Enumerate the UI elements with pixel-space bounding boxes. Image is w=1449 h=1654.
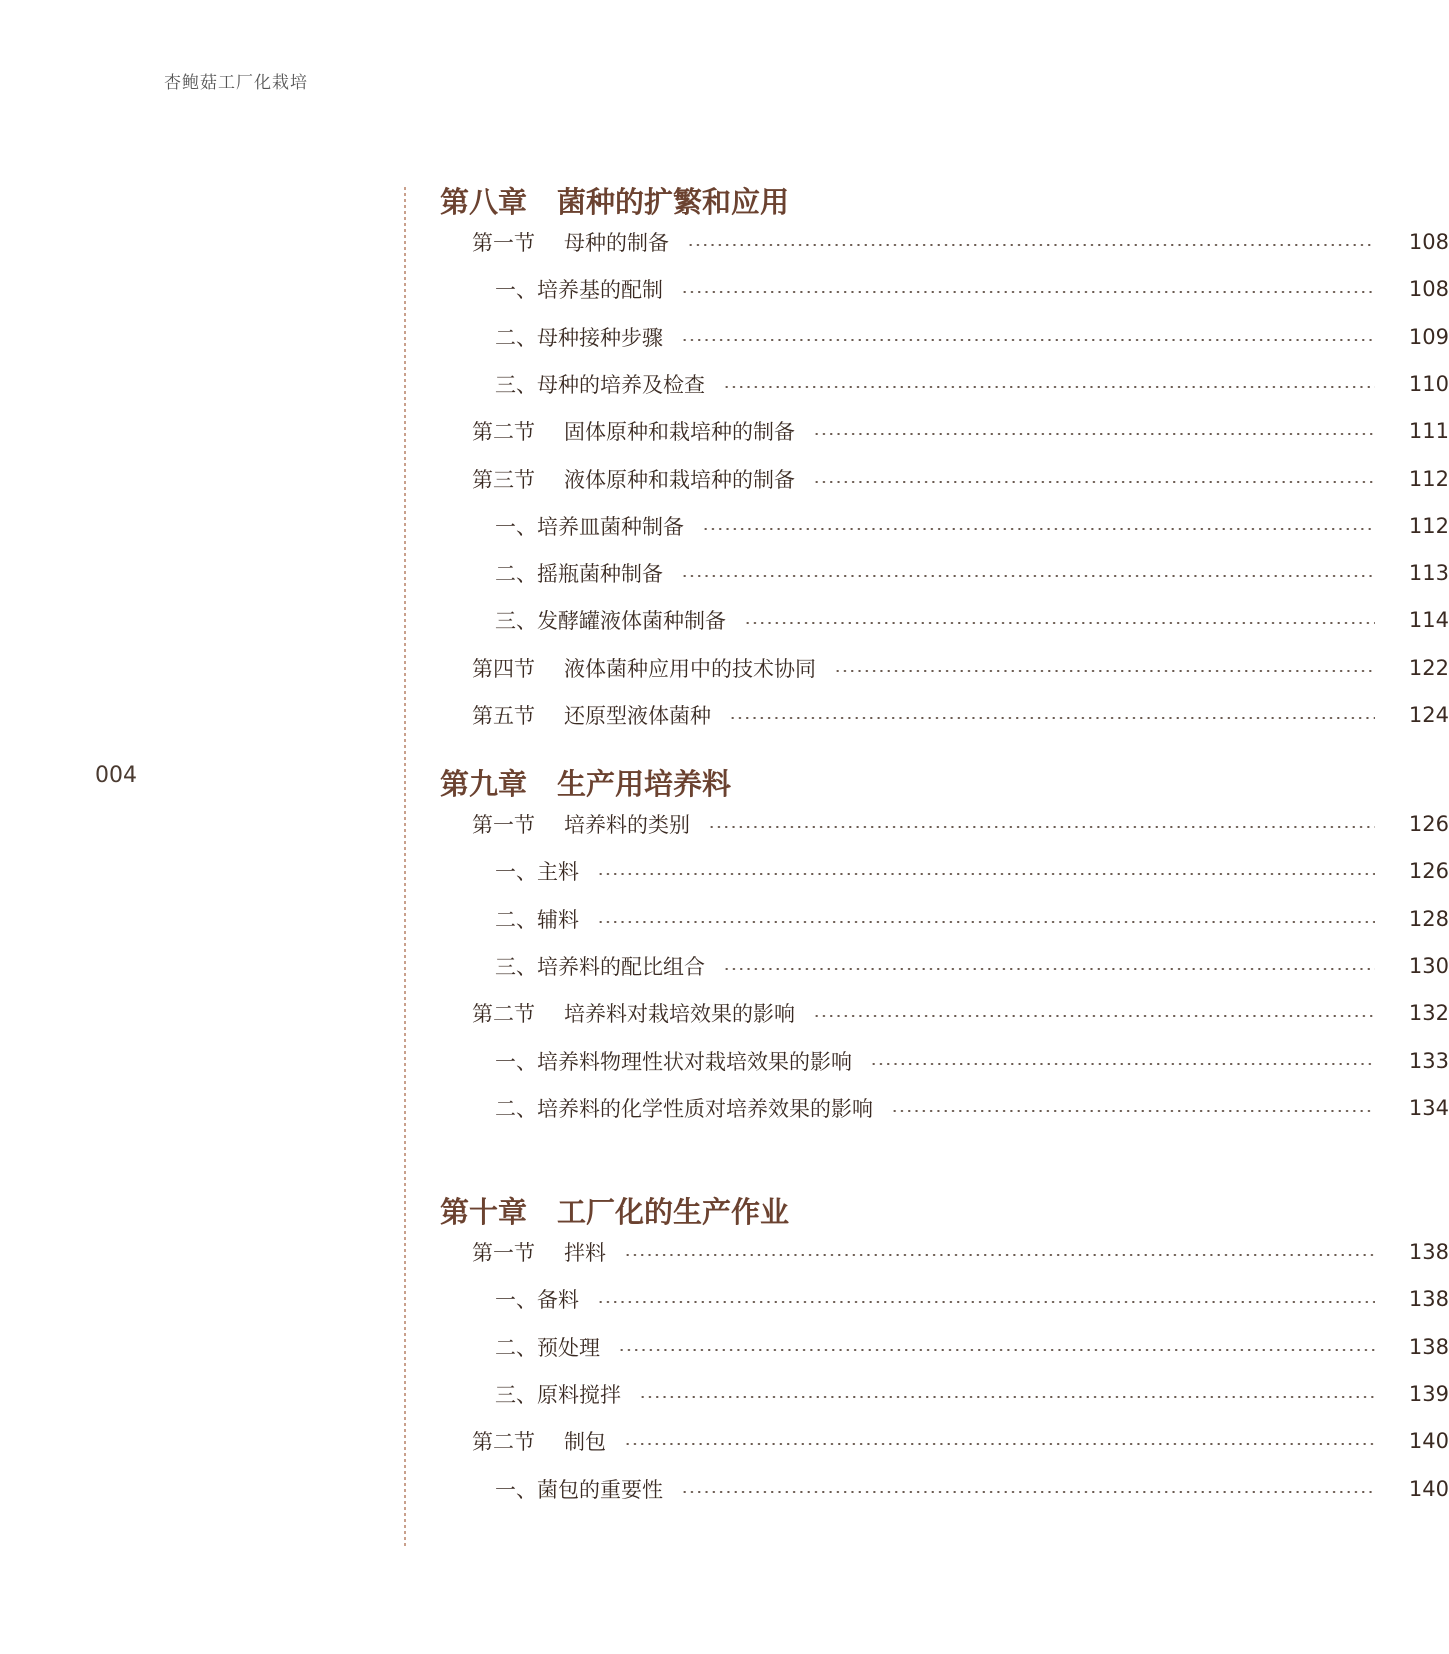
entry-name: 二、母种接种步骤 [495,325,663,350]
toc-subsection-entry[interactable] [495,1377,1449,1411]
entry-title [472,227,669,257]
toc-subsection-entry[interactable] [495,320,1449,354]
page-ref: 140 [1408,1476,1449,1501]
page-ref: 134 [1408,1095,1449,1120]
dot-leader [723,386,1375,388]
page-ref: 130 [1408,953,1449,978]
entry-title [472,998,795,1028]
page-ref: 140 [1408,1429,1449,1454]
page-ref: 114 [1408,608,1449,633]
dot-leader [813,433,1375,435]
entry-title [495,1332,600,1362]
dot-leader [597,1301,1375,1303]
entry-title [472,416,795,446]
chapter-name: 菌种的扩繁和应用 [557,185,790,219]
section-label: 第五节 [472,704,535,728]
dot-leader [729,717,1375,719]
toc-subsection-entry[interactable] [495,1282,1449,1316]
toc-subsection-entry[interactable] [495,1472,1449,1506]
toc-section-entry[interactable] [472,996,1449,1030]
toc-subsection-entry[interactable] [495,1091,1449,1125]
dot-leader [681,1491,1375,1493]
toc-subsection-entry[interactable] [495,902,1449,936]
entry-title [495,511,684,541]
page-ref: 111 [1408,419,1449,444]
running-header: 杏鲍菇工厂化栽培 [164,73,308,93]
toc-subsection-entry[interactable] [495,367,1449,401]
entry-title [495,322,663,352]
entry-name: 二、预处理 [495,1335,600,1360]
entry-name: 母种的制备 [564,231,669,255]
page-ref: 132 [1408,1001,1449,1026]
entry-name: 三、母种的培养及检查 [495,372,705,397]
chapter-name: 生产用培养料 [557,767,732,801]
page-ref: 126 [1408,812,1449,836]
entry-title [495,274,663,304]
entry-title [495,951,705,981]
entry-title [472,464,795,494]
entry-title [495,904,579,934]
page-ref: 126 [1408,859,1449,884]
toc-subsection-entry[interactable] [495,1044,1449,1078]
entry-title [495,1284,579,1314]
page-ref: 124 [1408,703,1449,727]
entry-title [495,856,579,886]
chapter-name: 工厂化的生产作业 [557,1195,790,1229]
entry-name: 一、主料 [495,860,579,885]
entry-name: 拌料 [564,1241,606,1265]
dot-leader [639,1396,1375,1398]
dot-leader [687,244,1375,246]
page-ref: 110 [1408,371,1449,396]
section-label: 第一节 [472,231,535,255]
entry-name: 一、培养皿菌种制备 [495,514,684,539]
page-ref: 112 [1408,513,1449,538]
chapter-title[interactable] [440,1190,789,1231]
dot-leader [813,1015,1375,1017]
entry-title [495,1379,621,1409]
section-label: 第二节 [472,1002,535,1027]
entry-name: 一、培养基的配制 [495,278,663,303]
dot-leader [624,1254,1375,1256]
toc-subsection-entry[interactable] [495,854,1449,888]
dot-leader [744,622,1375,624]
entry-name: 液体原种和栽培种的制备 [564,467,795,492]
entry-name: 还原型液体菌种 [564,704,711,728]
page-ref: 138 [1408,1287,1449,1312]
entry-name: 培养料的类别 [564,813,690,837]
dot-leader [813,481,1375,483]
toc-subsection-entry[interactable] [495,509,1449,543]
page-ref: 139 [1408,1381,1449,1406]
toc-subsection-entry[interactable] [495,949,1449,983]
entry-title [495,369,705,399]
page-ref: 122 [1408,655,1449,680]
toc-subsection-entry[interactable] [495,556,1449,590]
entry-title [472,1426,606,1456]
dot-leader [834,670,1375,672]
page-ref: 138 [1408,1240,1449,1264]
dot-leader [681,339,1375,341]
dotted-divider [404,187,406,1547]
entry-title [495,605,726,635]
section-label: 第二节 [472,1430,535,1455]
chapter-title[interactable] [440,180,789,221]
page-ref: 108 [1408,230,1449,254]
dot-leader [891,1110,1375,1112]
entry-name: 固体原种和栽培种的制备 [564,420,795,445]
dot-leader [681,291,1375,293]
section-label: 第三节 [472,467,535,492]
entry-title [472,1237,606,1267]
entry-name: 二、辅料 [495,907,579,932]
toc-section-entry[interactable] [472,1424,1449,1458]
dot-leader [618,1349,1375,1351]
entry-name: 一、培养料物理性状对栽培效果的影响 [495,1049,852,1074]
section-label: 第一节 [472,1241,535,1265]
entry-name: 培养料对栽培效果的影响 [564,1002,795,1027]
chapter-title[interactable] [440,762,731,803]
toc-subsection-entry[interactable] [495,272,1449,306]
entry-name: 一、菌包的重要性 [495,1477,663,1502]
dot-leader [624,1443,1375,1445]
page-ref: 109 [1408,324,1449,349]
entry-name: 三、发酵罐液体菌种制备 [495,609,726,634]
dot-leader [681,575,1375,577]
entry-title [495,1093,873,1123]
entry-name: 制包 [564,1430,606,1455]
entry-name: 三、培养料的配比组合 [495,954,705,979]
dot-leader [702,528,1375,530]
page-ref: 113 [1408,561,1449,586]
entry-title [495,558,663,588]
section-label: 第一节 [472,813,535,837]
dot-leader [723,968,1375,970]
entry-name: 液体菌种应用中的技术协同 [564,656,816,681]
page-ref: 128 [1408,906,1449,931]
page-ref: 108 [1408,277,1449,302]
page-ref: 133 [1408,1048,1449,1073]
entry-title [472,700,711,730]
section-label: 第四节 [472,656,535,681]
entry-title [472,809,690,839]
entry-title [472,653,816,683]
entry-name: 二、摇瓶菌种制备 [495,562,663,587]
dot-leader [597,921,1375,923]
toc-section-entry[interactable] [472,414,1449,448]
entry-title [495,1046,852,1076]
entry-name: 一、备料 [495,1288,579,1313]
page-ref: 112 [1408,466,1449,491]
dot-leader [870,1063,1375,1065]
toc-subsection-entry[interactable] [495,1330,1449,1364]
section-label: 第二节 [472,420,535,445]
toc-section-entry[interactable] [472,1235,1449,1269]
toc-section-entry[interactable] [472,462,1449,496]
toc-subsection-entry[interactable] [495,603,1449,637]
dot-leader [597,873,1375,875]
toc-section-entry[interactable] [472,651,1449,685]
toc-section-entry[interactable] [472,698,1449,732]
entry-title [495,1474,663,1504]
dot-leader [708,826,1375,828]
toc-section-entry[interactable] [472,807,1449,841]
chapter-label: 第十章 [440,1195,528,1229]
chapter-label: 第八章 [440,185,528,219]
page-ref: 138 [1408,1334,1449,1359]
entry-name: 二、培养料的化学性质对培养效果的影响 [495,1096,873,1121]
page-number: 004 [95,763,137,788]
toc-section-entry[interactable] [472,225,1449,259]
entry-name: 三、原料搅拌 [495,1382,621,1407]
chapter-label: 第九章 [440,767,528,801]
